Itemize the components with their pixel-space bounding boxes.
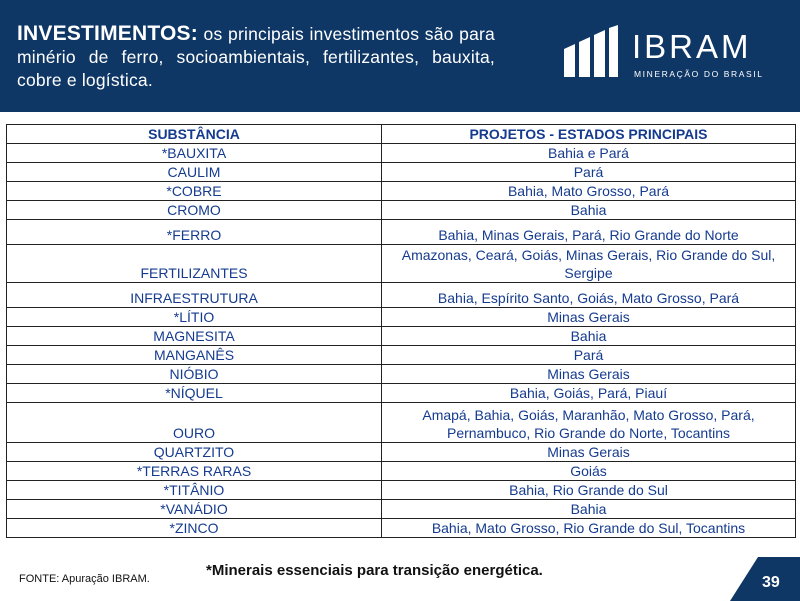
column-header-projects: PROJETOS - ESTADOS PRINCIPAIS	[382, 125, 796, 144]
projects-cell: Pará	[382, 163, 796, 182]
projects-cell: Bahia, Mato Grosso, Pará	[382, 182, 796, 201]
substance-cell: CROMO	[7, 201, 382, 220]
column-header-substance: SUBSTÂNCIA	[7, 125, 382, 144]
projects-cell: Pará	[382, 346, 796, 365]
substance-cell: *COBRE	[7, 182, 382, 201]
projects-cell: Minas Gerais	[382, 443, 796, 462]
projects-cell: Bahia, Espírito Santo, Goiás, Mato Grosso, Pará	[382, 283, 796, 308]
projects-cell: Bahia, Mato Grosso, Rio Grande do Sul, Tocantins	[382, 519, 796, 538]
projects-cell: Bahia	[382, 327, 796, 346]
logo-tagline: MINERAÇÃO DO BRASIL	[634, 69, 764, 79]
footnote: *Minerais essenciais para transição energética.	[206, 562, 543, 579]
table-row	[7, 308, 796, 327]
substance-cell: FERTILIZANTES	[7, 245, 382, 283]
table-row	[7, 144, 796, 163]
page-number: 39	[762, 574, 780, 591]
source-note: FONTE: Apuração IBRAM.	[19, 573, 150, 585]
projects-cell: Bahia, Rio Grande do Sul	[382, 481, 796, 500]
table-row	[7, 519, 796, 538]
substance-cell: CAULIM	[7, 163, 382, 182]
header-description: os principais investimentos são para minério de ferro, socioambientais, fertilizantes, bauxita, cobre e logística.	[17, 24, 495, 90]
projects-cell: Bahia, Goiás, Pará, Piauí	[382, 384, 796, 403]
substance-cell: INFRAESTRUTURA	[7, 283, 382, 308]
header-text	[17, 22, 495, 92]
investments-table	[6, 124, 796, 538]
substance-cell: MANGANÊS	[7, 346, 382, 365]
substance-cell: *FERRO	[7, 220, 382, 245]
table-row	[7, 403, 796, 443]
substance-cell: QUARTZITO	[7, 443, 382, 462]
table-header-row	[7, 125, 796, 144]
projects-cell: Bahia	[382, 201, 796, 220]
projects-cell: Minas Gerais	[382, 365, 796, 384]
table-row	[7, 346, 796, 365]
table-row	[7, 201, 796, 220]
table-row	[7, 462, 796, 481]
substance-cell: MAGNESITA	[7, 327, 382, 346]
substance-cell: NIÓBIO	[7, 365, 382, 384]
substance-cell: *NÍQUEL	[7, 384, 382, 403]
substance-cell: *VANÁDIO	[7, 500, 382, 519]
projects-cell: Bahia e Pará	[382, 144, 796, 163]
ibram-logo	[560, 25, 764, 85]
header-banner	[0, 0, 800, 112]
logo-wordmark: IBRAM	[632, 28, 752, 65]
table-row	[7, 365, 796, 384]
table-row	[7, 384, 796, 403]
table-row	[7, 283, 796, 308]
substance-cell: *BAUXITA	[7, 144, 382, 163]
projects-cell: Amapá, Bahia, Goiás, Maranhão, Mato Grosso, Pará, Pernambuco, Rio Grande do Norte, Tocantins	[382, 403, 796, 443]
substance-cell: *TITÂNIO	[7, 481, 382, 500]
table-row	[7, 245, 796, 283]
substance-cell: *ZINCO	[7, 519, 382, 538]
header-title: INVESTIMENTOS:	[17, 22, 198, 45]
table-row	[7, 220, 796, 245]
projects-cell: Minas Gerais	[382, 308, 796, 327]
projects-cell: Bahia	[382, 500, 796, 519]
substance-cell: *LÍTIO	[7, 308, 382, 327]
projects-cell: Goiás	[382, 462, 796, 481]
substance-cell: OURO	[7, 403, 382, 443]
ibram-logo-icon	[560, 25, 624, 81]
table-row	[7, 163, 796, 182]
table-row	[7, 182, 796, 201]
table-row	[7, 481, 796, 500]
substance-cell: *TERRAS RARAS	[7, 462, 382, 481]
table-row	[7, 443, 796, 462]
table-row	[7, 327, 796, 346]
projects-cell: Amazonas, Ceará, Goiás, Minas Gerais, Rio Grande do Sul, Sergipe	[382, 245, 796, 283]
projects-cell: Bahia, Minas Gerais, Pará, Rio Grande do Norte	[382, 220, 796, 245]
table-row	[7, 500, 796, 519]
